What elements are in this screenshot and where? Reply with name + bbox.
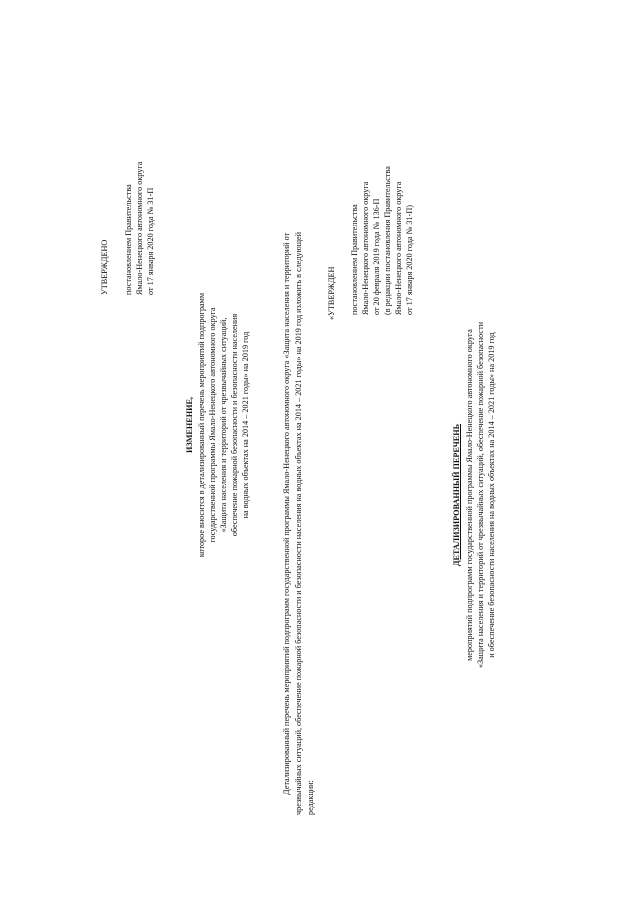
approval-line: от 17 января 2020 года № 31-П (146, 187, 155, 295)
body-line: чрезвычайных ситуаций, обеспечение пожарной безопасности и безопасности населения на водных объектах на 2014 – 2021 годы» на 2019 год изложить в следующей (294, 231, 303, 815)
body-line: Детализированный перечень мероприятий подпрограмм государственной программы Ямало-Ненецкого автономного округа «Защита населения и территорий от (282, 232, 291, 795)
quoted-approval-line: Ямало-Ненецкого автономного округа (361, 181, 370, 315)
approval-title: УТВЕРЖДЕНО (100, 239, 109, 295)
quoted-approval-line: от 17 января 2020 года № 31-П) (405, 205, 414, 315)
quoted-approval-title: «УТВЕРЖДЕН (327, 266, 336, 320)
approval-line: постановлением Правительства (124, 184, 133, 295)
approval-line: Ямало-Ненецкого автономного округа (135, 161, 144, 295)
body-line: редакции: (306, 780, 315, 815)
detailed-list-line: «Защита населения и территорий от чрезвычайных ситуаций, обеспечение пожарной безопасности (476, 321, 485, 669)
detailed-list-line: мероприятий подпрограмм государственной программы Ямало-Ненецкого автономного округа (465, 329, 474, 661)
quoted-approval-line: постановлением Правительства (350, 204, 359, 315)
quoted-approval-line: от 20 февраля 2019 года № 136-П (372, 198, 381, 315)
quoted-approval-line: (в редакции постановления Правительства (383, 166, 392, 315)
change-line: обеспечение пожарной безопасности и безопасности населения (230, 313, 239, 537)
change-line: на водных объектах на 2014 – 2021 годы» на 2019 год (241, 331, 250, 519)
quoted-approval-line: Ямало-Ненецкого автономного округа (394, 181, 403, 315)
detailed-list-line: и обеспечение безопасности населения на водных объектах на 2014 – 2021 годы» на 2019 год (487, 332, 496, 658)
change-line: государственной программы Ямало-Ненецкого автономного округа (208, 307, 217, 543)
change-title: ИЗМЕНЕНИЕ, (185, 397, 194, 453)
change-line: «Защита населения и территорий от чрезвычайных ситуаций, (219, 317, 228, 533)
change-line: которое вносится в детализированный перечень мероприятий подпрограмм (197, 292, 206, 558)
detailed-list-title: ДЕТАЛИЗИРОВАННЫЙ ПЕРЕЧЕНЬ (452, 423, 461, 567)
